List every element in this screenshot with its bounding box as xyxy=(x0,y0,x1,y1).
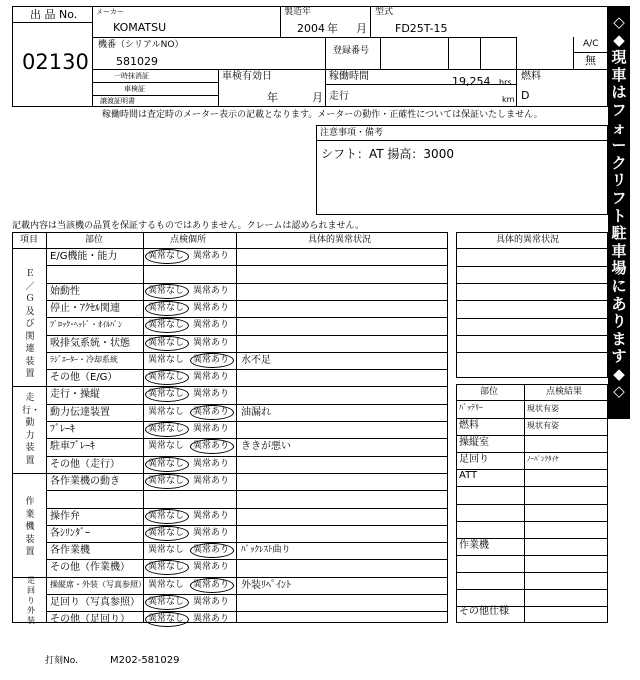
status-normal: 異常なし xyxy=(148,510,185,521)
group-engine: Ｅ／Ｇ及び関連装置 xyxy=(25,269,35,379)
group-work: 作業機装置 xyxy=(25,497,35,557)
selected-circle-mark xyxy=(190,543,234,558)
status-abnormal: 異常あり xyxy=(193,597,230,607)
result-part: 操縦室 xyxy=(459,437,489,448)
part-name: その他（E/G） xyxy=(50,372,118,384)
col-check: 点検個所 xyxy=(170,235,207,245)
status-normal: 異常なし xyxy=(148,372,185,383)
hours-notice: 稼働時間は査定時のメーター表示の記載となります。メーターの動作・正確性については保証いたしません。 xyxy=(102,110,543,120)
part-name: 駐車ﾌﾞﾚｰｷ xyxy=(50,441,95,453)
lot-number-label: 出 品 No. xyxy=(30,8,78,21)
status-abnormal: 異常あり xyxy=(193,458,230,469)
status-normal: 異常なし xyxy=(148,251,185,261)
year-label: 製造年 xyxy=(284,7,312,17)
selected-circle-mark xyxy=(145,457,189,472)
status-normal: 異常なし xyxy=(148,302,185,313)
result-part: 燃料 xyxy=(459,420,479,431)
col-detail: 具体的異常状況 xyxy=(308,235,372,245)
abnormal-detail: 水不足 xyxy=(241,354,271,366)
year-value: 2004 xyxy=(297,22,325,35)
inspection-label: 車検有効日 xyxy=(222,71,272,82)
selected-circle-mark xyxy=(145,612,189,627)
vehicle-cert-label: 車検証 xyxy=(124,85,145,93)
part-name: ﾌﾞﾚｰｷ xyxy=(50,424,75,435)
status-abnormal: 異常あり xyxy=(193,527,230,538)
status-abnormal: 異常あり xyxy=(193,562,230,573)
remarks-box xyxy=(316,125,608,215)
status-normal: 異常なし xyxy=(148,320,185,331)
result-value: 現状有姿 xyxy=(527,421,559,430)
status-normal: 異常なし xyxy=(148,424,185,434)
selected-circle-mark xyxy=(145,422,189,437)
status-normal: 異常なし xyxy=(148,527,185,538)
abnormal-detail: 外装ﾘﾍﾟｲﾝﾄ xyxy=(241,579,291,591)
part-name: 各作業機 xyxy=(50,545,90,557)
fuel-label: 燃料 xyxy=(521,71,541,82)
transfer-cert-label: 譲渡証明書 xyxy=(100,97,135,105)
engraving-label: 打刻No. xyxy=(45,656,78,666)
mileage-label: 走行 xyxy=(329,91,349,102)
status-abnormal: 異常あり xyxy=(193,337,230,348)
selected-circle-mark xyxy=(145,370,189,385)
result-part: その他仕様 xyxy=(459,606,509,617)
results-col-result: 点検結果 xyxy=(546,387,583,397)
part-name: 操縦席・外装（写真参照） xyxy=(50,579,146,589)
status-normal: 異常なし xyxy=(148,389,185,400)
results-col-part: 部位 xyxy=(480,387,499,397)
maker-value: KOMATSU xyxy=(113,21,167,34)
part-name: 動力伝達装置 xyxy=(50,406,110,418)
part-name: 各ｼﾘﾝﾀﾞｰ xyxy=(50,527,90,539)
status-normal: 異常なし xyxy=(148,406,185,417)
status-normal: 異常なし xyxy=(148,337,185,348)
status-normal: 異常なし xyxy=(148,545,185,556)
result-value: ﾉｰﾊﾟﾝｸﾀｲﾔ xyxy=(527,455,559,463)
maker-label: メーカー xyxy=(96,8,124,16)
part-name: 停止・ｱｸｾﾙ関連 xyxy=(50,302,120,314)
status-normal: 異常なし xyxy=(148,458,185,469)
part-name: その他（作業機） xyxy=(50,562,130,574)
part-name: その他（足回り） xyxy=(50,614,130,626)
col-item: 項目 xyxy=(20,235,39,245)
hours-value: 19,254 xyxy=(452,75,491,88)
part-name: 操作弁 xyxy=(50,510,80,522)
status-abnormal: 異常あり xyxy=(193,424,230,434)
selected-circle-mark xyxy=(190,353,234,368)
group-drive: 走行・動力装置 xyxy=(22,393,41,466)
status-abnormal: 異常あり xyxy=(193,389,230,400)
status-abnormal: 異常あり xyxy=(193,285,230,296)
remarks-text: シフト：AT 揚高：3000 xyxy=(321,147,454,161)
selected-circle-mark xyxy=(145,301,189,316)
right-detail-box xyxy=(456,232,608,378)
status-abnormal: 異常あり xyxy=(193,614,230,625)
lot-number: 02130 xyxy=(22,50,89,74)
selected-circle-mark xyxy=(145,526,189,541)
status-normal: 異常なし xyxy=(148,354,185,365)
status-normal: 異常なし xyxy=(148,562,185,573)
ac-value: 無 xyxy=(585,54,596,67)
status-abnormal: 異常あり xyxy=(193,302,230,313)
hours-label: 稼働時間 xyxy=(329,71,369,82)
remarks-label: 注意事項・備考 xyxy=(320,128,384,138)
part-name: E/G機能・能力 xyxy=(50,251,118,262)
selected-circle-mark xyxy=(145,249,189,264)
selected-circle-mark xyxy=(145,509,189,524)
selected-circle-mark xyxy=(145,474,189,489)
part-name: 走行・操縦 xyxy=(50,389,100,401)
status-abnormal: 異常あり xyxy=(193,510,230,521)
registration-label: 登録番号 xyxy=(333,46,370,56)
result-part: ﾊﾞｯﾃﾘｰ xyxy=(459,403,483,412)
group-undercarriage: 足回り外装 xyxy=(27,576,35,625)
col-part: 部位 xyxy=(85,235,104,245)
status-abnormal: 異常あり xyxy=(193,372,230,383)
selected-circle-mark xyxy=(145,595,189,610)
serial-value: 581029 xyxy=(116,55,158,68)
selected-circle-mark xyxy=(190,405,234,420)
fuel-value: D xyxy=(521,89,530,102)
status-normal: 異常なし xyxy=(148,597,185,607)
result-part: 足回り xyxy=(459,454,489,465)
status-abnormal: 異常あり xyxy=(193,251,230,261)
abnormal-detail: 油漏れ xyxy=(241,406,271,418)
abnormal-detail: ﾊﾞｯｸﾚｽﾄ曲り xyxy=(241,545,291,556)
part-name: その他（走行） xyxy=(50,458,120,470)
part-name: ﾌﾞﾛｯｸ･ﾍｯﾄﾞ・ｵｲﾙﾊﾟﾝ xyxy=(50,320,122,330)
result-part: ATT xyxy=(459,470,478,481)
right-detail-header: 具体的異常状況 xyxy=(496,235,560,245)
status-normal: 異常なし xyxy=(148,579,185,590)
status-abnormal: 異常あり xyxy=(193,406,230,417)
status-abnormal: 異常あり xyxy=(193,579,230,590)
engraving-number: M202-581029 xyxy=(110,655,180,666)
temp-cancel-label: 一時抹消証 xyxy=(114,72,149,80)
status-abnormal: 異常あり xyxy=(193,545,230,556)
status-normal: 異常なし xyxy=(148,441,185,452)
selected-circle-mark xyxy=(190,578,234,593)
result-part: 作業機 xyxy=(459,540,489,551)
part-name: ﾗｼﾞｴｰﾀｰ・冷却系統 xyxy=(50,354,118,364)
disclaimer: 記載内容は当該機の品質を保証するものではありません。クレームは認められません。 xyxy=(12,221,365,231)
status-normal: 異常なし xyxy=(148,285,185,296)
status-abnormal: 異常あり xyxy=(193,441,230,452)
serial-label: 機番（シリアルNO） xyxy=(98,40,184,50)
abnormal-detail: ききが悪い xyxy=(241,441,291,453)
part-name: 吸排気系統・状態 xyxy=(50,337,130,349)
status-abnormal: 異常あり xyxy=(193,354,230,365)
model-value: FD25T-15 xyxy=(395,22,448,35)
location-banner-text: ◇◆現車はフォークリフト駐車場にあります◆◇ xyxy=(611,13,627,401)
status-normal: 異常なし xyxy=(148,614,185,625)
status-normal: 異常なし xyxy=(148,475,185,486)
status-abnormal: 異常あり xyxy=(193,320,230,331)
status-abnormal: 異常あり xyxy=(193,475,230,486)
model-label: 型式 xyxy=(375,7,394,17)
part-name: 足回り（写真参照） xyxy=(50,597,140,608)
part-name: 各作業機の動き xyxy=(50,475,120,487)
result-value: 現状有姿 xyxy=(527,404,559,413)
part-name: 始動性 xyxy=(50,285,80,297)
ac-label: A/C xyxy=(583,39,599,49)
selected-circle-mark xyxy=(145,336,189,351)
selected-circle-mark xyxy=(145,284,189,299)
